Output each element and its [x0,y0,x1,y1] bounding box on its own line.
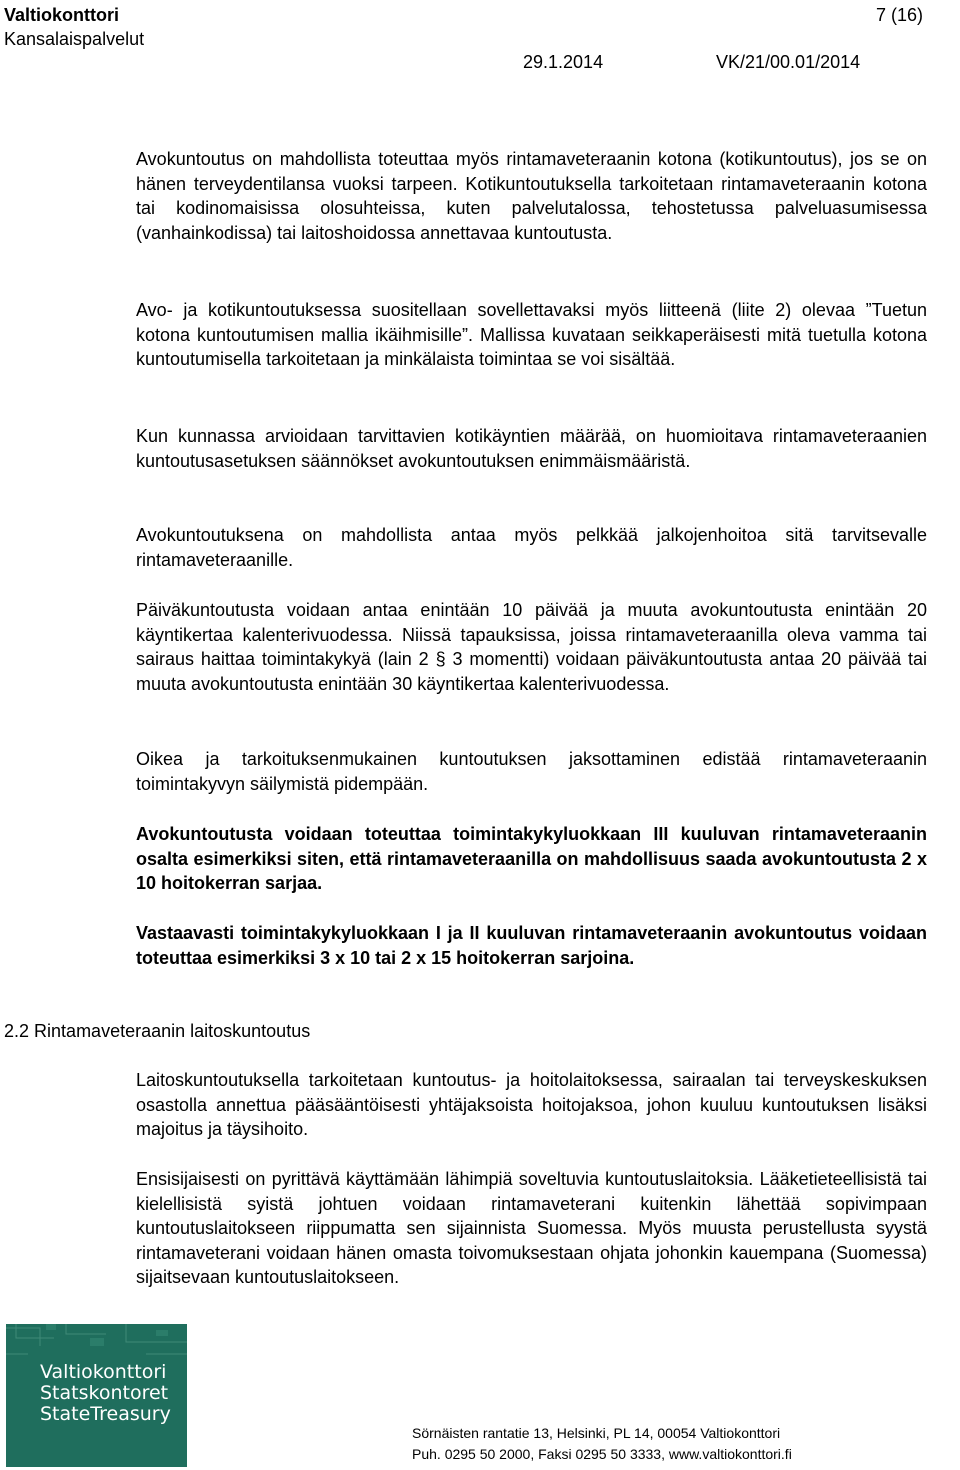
section-paragraph-2: Ensisijaisesti on pyrittävä käyttämään lähimpiä soveltuvia kuntoutuslaitoksia. Lääketieteellisistä tai kielellisistä syistä johtuen voidaan rintamaveterani kuitenkin lähettää sopivimpaan kuntoutuslaitokseen riippumatta sen sijainnista Suomessa. Myös muusta perustellusta syystä rintamaveterani voidaan hänen omasta toivomuksestaan ohjata johonkin kauempana (Suomessa) sijaitsevaan kuntoutuslaitokseen. [136,1169,927,1288]
paragraph-6: Oikea ja tarkoituksenmukainen kuntoutuksen jaksottaminen edistää rintamaveteraanin toimintakyvyn säilymistä pidempään. [136,749,927,794]
valtiokonttori-logo [6,1324,187,1467]
paragraph-4: Avokuntoutuksena on mahdollista antaa myös pelkkää jalkojenhoitoa sitä tarvitsevalle rintamaveteraanille. [136,525,927,570]
header-date: 29.1.2014 [523,52,604,72]
section-paragraph-1: Laitoskuntoutuksella tarkoitetaan kuntoutus- ja hoitolaitoksessa, sairaalan tai terveyskeskuksen osastolla annettua pääsääntöisesti yhtäjaksoista hoitojaksoa, johon kuuluu kuntoutuksen lisäksi majoitus ja täysihoito. [136,1070,927,1140]
logo-line-1: Valtiokonttori [40,1361,167,1383]
paragraph-2: Avo- ja kotikuntoutuksessa suositellaan sovellettavaksi myös liitteenä (liite 2) olevaa ”Tuetun kotona kuntoutumisen mallia ikäihmisille”. Mallissa kuvataan seikkaperäisesti mitä tuetulla kotona kuntoutumisella tarkoitetaan ja minkälaista toimintaa se voi sisältää. [136,300,927,370]
paragraph-5: Päiväkuntoutusta voidaan antaa enintään 10 päivää ja muuta avokuntoutusta enintään 20 käyntikertaa kalenterivuodessa. Niissä tapauksissa, joissa rintamaveteraanilla oleva vamma tai sairaus haittaa toimintakykyä (lain 2 § 3 momentti) voidaan päiväkuntoutusta antaa 20 päivää tai muuta avokuntoutusta enintään 30 käyntikertaa kalenterivuodessa. [136,600,927,694]
logo-line-3: StateTreasury [40,1403,171,1425]
paragraph-3: Kun kunnassa arvioidaan tarvittavien kotikäyntien määrää, on huomioitava rintamaveteraanien kuntoutusasetuksen säännökset avokuntoutuksen enimmäismääristä. [136,426,927,471]
footer-contact: Puh. 0295 50 2000, Faksi 0295 50 3333, www.valtiokonttori.fi [412,1446,792,1462]
logo-line-2: Statskontoret [40,1382,169,1404]
paragraph-1: Avokuntoutus on mahdollista toteuttaa myös rintamaveteraanin kotona (kotikuntoutus), jos se on hänen terveydentilansa vuoksi tarpeen. Kotikuntoutuksella tarkoitetaan rintamaveteraanin kotona tai kodinomaisissa olosuhteissa, kuten palvelutalossa, tehostetussa palveluasumisessa (vanhainkodissa) tai laitoshoidossa annettavaa kuntoutusta. [136,149,927,243]
footer-address: Sörnäisten rantatie 13, Helsinki, PL 14, 00054 Valtiokonttori [412,1425,781,1441]
paragraph-7-bold: Avokuntoutusta voidaan toteuttaa toimintakykyluokkaan III kuuluvan rintamaveteraanin osalta esimerkiksi siten, että rintamaveteraanilla on mahdollisuus saada avokuntoutusta 2 x 10 hoitokerran sarjaa. [136,824,927,894]
header-unit: Kansalaispalvelut [4,29,145,49]
header-doc-id: VK/21/00.01/2014 [716,52,861,72]
page-number: 7 (16) [876,5,924,25]
header-org: Valtiokonttori [4,5,120,25]
section-number: 2.2 [4,1021,30,1041]
section-title: Rintamaveteraanin laitoskuntoutus [34,1021,311,1041]
paragraph-8-bold: Vastaavasti toimintakykyluokkaan I ja II kuuluvan rintamaveteraanin avokuntoutus voidaan toteuttaa esimerkiksi 3 x 10 tai 2 x 15 hoitokerran sarjoina. [136,923,927,968]
logo-text [40,1362,171,1425]
section-heading [4,1019,310,1043]
